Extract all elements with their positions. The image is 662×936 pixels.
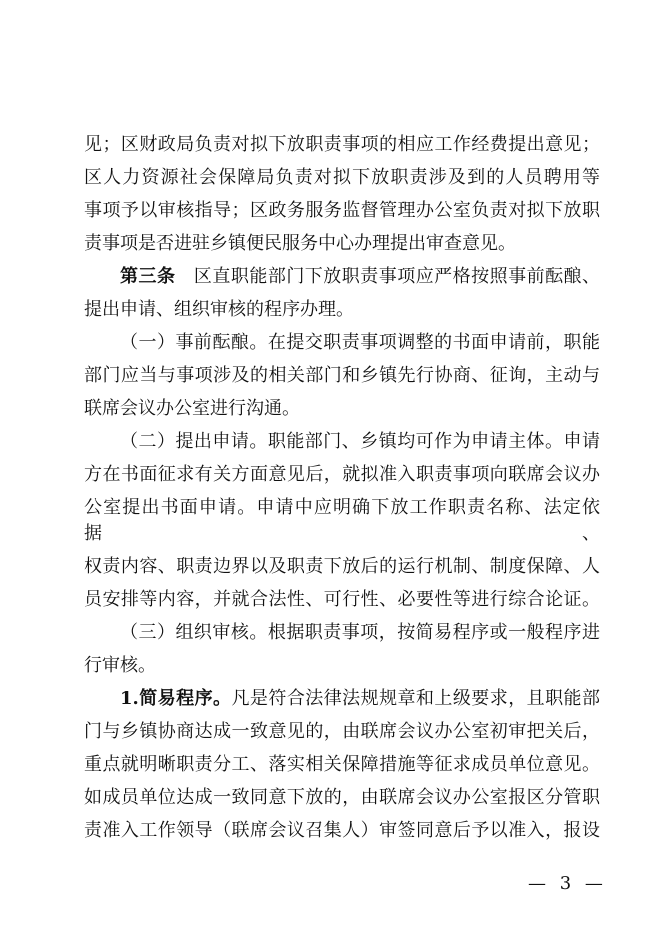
bold-heading: 1.简易程序。: [120, 688, 232, 709]
text-line: [84, 297, 600, 330]
text-line: [84, 363, 600, 396]
text-line: [84, 785, 600, 818]
line-text: 责准入工作领导（联席会议召集人）审签同意后予以准入，报设: [84, 820, 600, 841]
line-text: 联席会议办公室进行沟通。: [84, 398, 300, 419]
text-line: [84, 429, 600, 462]
text-line: [84, 620, 600, 653]
line-text: 凡是符合法律法规规章和上级要求，且职能部: [231, 688, 600, 709]
line-text: 提出申请、组织审核的程序办理。: [84, 299, 354, 320]
bold-heading: 第三条: [120, 266, 176, 287]
line-text: 重点就明晰职责分工、落实相关保障措施等征求成员单位意见。: [84, 754, 600, 775]
line-text: 区人力资源社会保障局负责对拟下放职责涉及到的人员聘用等: [84, 167, 600, 188]
text-line: [84, 554, 600, 587]
text-line: [84, 462, 600, 495]
line-text: （二）提出申请。职能部门、乡镇均可作为申请主体。申请: [120, 431, 600, 452]
document-body: [84, 132, 600, 851]
page-number: — 3 —: [528, 873, 607, 894]
line-text: （三）组织审核。根据职责事项，按简易程序或一般程序进: [120, 622, 600, 643]
text-line: [84, 818, 600, 851]
text-line: [84, 719, 600, 752]
line-text: 责事项是否进驻乡镇便民服务中心办理提出审查意见。: [84, 233, 516, 254]
line-text: 权责内容、职责边界以及职责下放后的运行机制、制度保障、人: [84, 556, 600, 577]
text-line: [84, 264, 600, 297]
text-line: [84, 198, 600, 231]
text-line: [84, 330, 600, 363]
text-line: [84, 132, 600, 165]
text-line: [84, 495, 600, 554]
text-line: [84, 653, 600, 686]
line-text: 门与乡镇协商达成一致意见的，由联席会议办公室初审把关后，: [84, 721, 600, 742]
line-text: 区直职能部门下放职责事项应严格按照事前酝酿、: [175, 266, 601, 287]
text-line: [84, 165, 600, 198]
line-text: 行审核。: [84, 655, 156, 676]
line-text: 事项予以审核指导；区政务服务监督管理办公室负责对拟下放职: [84, 200, 600, 221]
text-line: [84, 587, 600, 620]
text-line: [84, 686, 600, 719]
line-text: （一）事前酝酿。在提交职责事项调整的书面申请前，职能: [120, 332, 600, 353]
document-page: [84, 0, 607, 897]
text-line: [84, 231, 600, 264]
line-text: 见；区财政局负责对拟下放职责事项的相应工作经费提出意见；: [84, 134, 600, 155]
text-line: [84, 396, 600, 429]
line-text: 部门应当与事项涉及的相关部门和乡镇先行协商、征询，主动与: [84, 365, 600, 386]
line-text: 公室提出书面申请。申请中应明确下放工作职责名称、法定依据、: [84, 497, 600, 544]
line-text: 方在书面征求有关方面意见后，就拟准入职责事项向联席会议办: [84, 464, 600, 485]
text-line: [84, 752, 600, 785]
line-text: 如成员单位达成一致同意下放的，由联席会议办公室报区分管职: [84, 787, 600, 808]
line-text: 员安排等内容，并就合法性、可行性、必要性等进行综合论证。: [84, 589, 600, 610]
